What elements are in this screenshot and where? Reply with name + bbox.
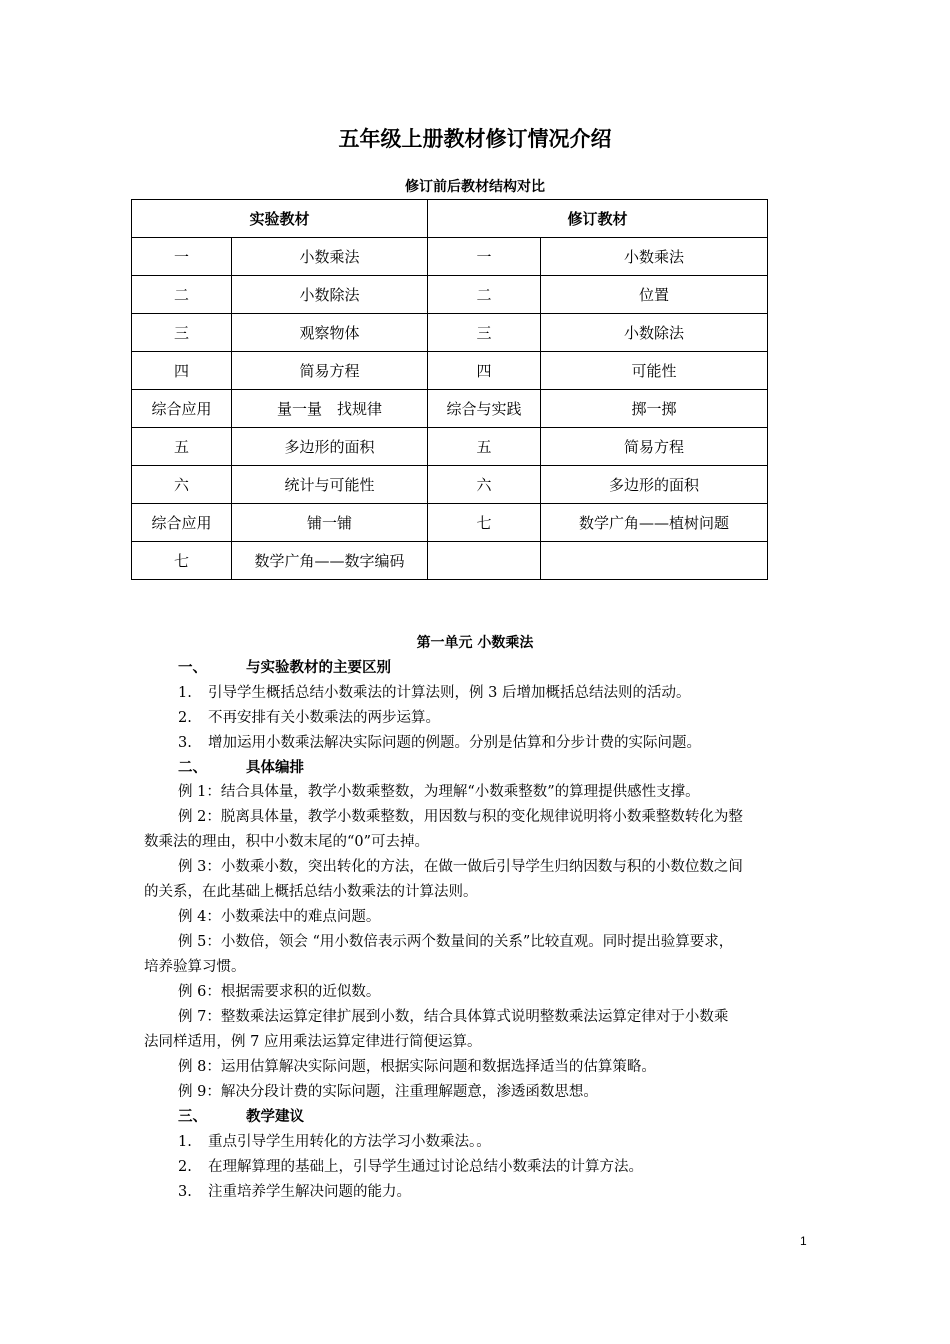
table-row	[132, 390, 768, 428]
paragraph-line: 法同样适用，例 7 应用乘法运算定律进行简便运算。	[144, 1034, 482, 1050]
paragraph-line: 例 1：结合具体量，教学小数乘整数，为理解“小数乘整数”的算理提供感性支撑。	[178, 784, 700, 800]
paragraph-line: 例 9：解决分段计费的实际问题，注重理解题意，渗透函数思想。	[178, 1084, 598, 1100]
table-caption: 修订前后教材结构对比	[405, 179, 545, 195]
table-row	[132, 276, 768, 314]
list-item	[178, 1132, 491, 1152]
document-title: 五年级上册教材修订情况介绍	[338, 127, 612, 151]
table-cell: 小数除法	[541, 314, 768, 352]
paragraph-line: 例 2：脱离具体量，教学小数乘整数，用因数与积的变化规律说明将小数乘整数转化为整	[178, 809, 743, 825]
section-1-heading	[178, 658, 391, 678]
table-cell: 多边形的面积	[232, 428, 428, 466]
table-cell: 铺一铺	[232, 504, 428, 542]
list-text: 在理解算理的基础上，引导学生通过讨论总结小数乘法的计算方法。	[208, 1159, 643, 1175]
table-cell: 五	[132, 428, 232, 466]
table-cell: 简易方程	[541, 428, 768, 466]
table-cell: 二	[428, 276, 541, 314]
table-cell: 三	[428, 314, 541, 352]
table-cell: 观察物体	[232, 314, 428, 352]
paragraph-line: 例 4：小数乘法中的难点问题。	[178, 909, 381, 925]
list-number: 2.	[178, 710, 192, 726]
table-cell: 位置	[541, 276, 768, 314]
table-row	[132, 504, 768, 542]
header-old-textbook: 实验教材	[132, 200, 428, 238]
section-1-title: 与实验教材的主要区别	[246, 660, 391, 676]
paragraph-line: 例 3：小数乘小数，突出转化的方法，在做一做后引导学生归纳因数与积的小数位数之间	[178, 859, 743, 875]
paragraph-line: 例 5：小数倍，领会 “用小数倍表示两个数量间的关系”比较直观。同时提出验算要求，	[178, 934, 734, 950]
section-3-heading	[178, 1107, 304, 1127]
list-number: 1.	[178, 1134, 192, 1150]
page-number: 1	[800, 1234, 807, 1248]
table-cell	[428, 542, 541, 580]
table-header-row	[132, 200, 768, 238]
header-revised-textbook: 修订教材	[428, 200, 768, 238]
table-cell: 六	[132, 466, 232, 504]
table-row	[132, 542, 768, 580]
list-text: 重点引导学生用转化的方法学习小数乘法。。	[208, 1134, 491, 1150]
comparison-table	[131, 199, 768, 580]
list-item	[178, 683, 690, 703]
table-row	[132, 428, 768, 466]
paragraph-line: 的关系，在此基础上概括总结小数乘法的计算法则。	[144, 884, 478, 900]
paragraph-line: 例 8：运用估算解决实际问题，根据实际问题和数据选择适当的估算策略。	[178, 1059, 656, 1075]
table-cell: 七	[132, 542, 232, 580]
table-cell: 统计与可能性	[232, 466, 428, 504]
unit-title: 第一单元 小数乘法	[416, 635, 534, 651]
table-row	[132, 352, 768, 390]
section-3-number: 三、	[178, 1109, 207, 1125]
table-cell: 可能性	[541, 352, 768, 390]
paragraph-line: 数乘法的理由，积中小数末尾的“0”可去掉。	[144, 834, 430, 850]
list-number: 3.	[178, 735, 192, 751]
table-cell: 四	[428, 352, 541, 390]
section-2-heading	[178, 758, 304, 778]
table-cell: 综合应用	[132, 390, 232, 428]
table-cell: 掷一掷	[541, 390, 768, 428]
table-cell: 二	[132, 276, 232, 314]
table-cell: 多边形的面积	[541, 466, 768, 504]
list-item	[178, 1182, 411, 1202]
section-2-title: 具体编排	[246, 760, 304, 776]
section-2-number: 二、	[178, 760, 207, 776]
paragraph-line: 培养验算习惯。	[144, 959, 246, 975]
table-cell: 一	[428, 238, 541, 276]
list-item	[178, 708, 440, 728]
table-cell: 综合与实践	[428, 390, 541, 428]
paragraph-line: 例 6：根据需要求积的近似数。	[178, 984, 381, 1000]
table-cell: 一	[132, 238, 232, 276]
table-cell: 综合应用	[132, 504, 232, 542]
table-cell: 数学广角——植树问题	[541, 504, 768, 542]
table-row	[132, 466, 768, 504]
paragraph-line: 例 7：整数乘法运算定律扩展到小数，结合具体算式说明整数乘法运算定律对于小数乘	[178, 1009, 729, 1025]
table-cell: 数学广角——数字编码	[232, 542, 428, 580]
table-cell: 小数除法	[232, 276, 428, 314]
table-cell: 简易方程	[232, 352, 428, 390]
list-number: 1.	[178, 685, 192, 701]
list-number: 3.	[178, 1184, 192, 1200]
table-row	[132, 314, 768, 352]
list-text: 不再安排有关小数乘法的两步运算。	[208, 710, 440, 726]
table-cell: 六	[428, 466, 541, 504]
table-cell: 小数乘法	[541, 238, 768, 276]
table-cell: 小数乘法	[232, 238, 428, 276]
table-cell: 量一量 找规律	[232, 390, 428, 428]
list-item	[178, 1157, 643, 1177]
table-cell: 七	[428, 504, 541, 542]
list-text: 引导学生概括总结小数乘法的计算法则，例 3 后增加概括总结法则的活动。	[208, 685, 691, 701]
table-cell: 五	[428, 428, 541, 466]
table-cell	[541, 542, 768, 580]
list-text: 注重培养学生解决问题的能力。	[208, 1184, 411, 1200]
table-cell: 四	[132, 352, 232, 390]
list-number: 2.	[178, 1159, 192, 1175]
section-1-number: 一、	[178, 660, 207, 676]
list-text: 增加运用小数乘法解决实际问题的例题。分别是估算和分步计费的实际问题。	[208, 735, 701, 751]
section-3-title: 教学建议	[246, 1109, 304, 1125]
table-cell: 三	[132, 314, 232, 352]
table-row	[132, 238, 768, 276]
list-item	[178, 733, 701, 753]
